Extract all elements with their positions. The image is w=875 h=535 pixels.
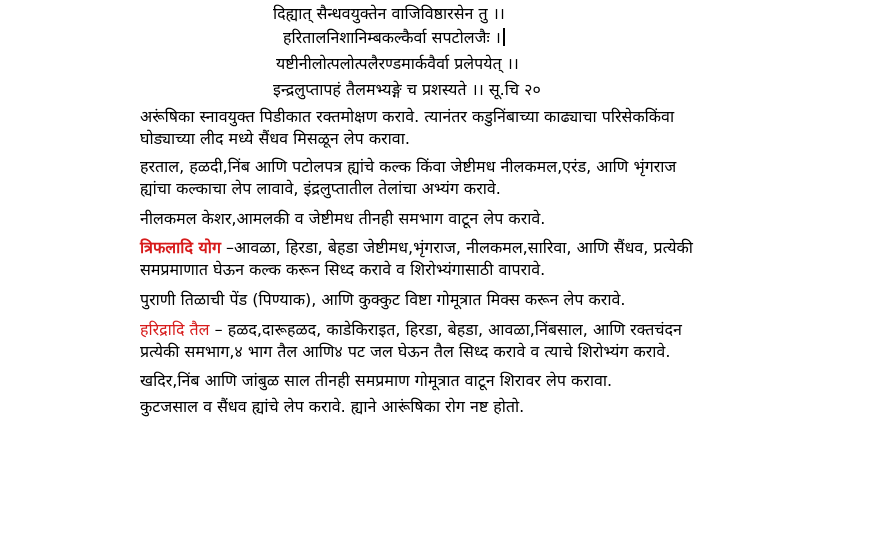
paragraph-8 <box>140 396 860 418</box>
paragraph-triphaladi-yog <box>140 237 860 281</box>
section-heading: हरिद्रादि तैल <box>140 320 210 339</box>
sanskrit-verse <box>0 4 875 104</box>
paragraph-line: हरताल, हळदी,निंब आणि पटोलपत्र ह्यांचे कल्क किंवा जेष्टीमध नीलकमल,एरंड, आणि भृंगराज <box>140 157 677 176</box>
verse-line-3: यष्टीनीलोत्पलोत्पलैरण्डमार्कवैर्वा प्रलेपयेत् ।। <box>276 54 519 73</box>
paragraph-1 <box>140 106 860 150</box>
paragraph-line <box>140 319 860 341</box>
paragraph-3 <box>140 208 860 230</box>
verse-line-1: दिह्यात् सैन्धवयुक्तेन वाजिविष्ठारसेन तु ।। <box>273 4 505 23</box>
paragraph-line: प्रत्येकी समभाग,४ भाग तैल आणि४ पट जल घेऊन तैल सिध्द करावे व त्याचे शिरोभ्यंग करावे. <box>140 342 671 361</box>
paragraph-haridradi-tail <box>140 319 860 363</box>
paragraph-2 <box>140 156 860 200</box>
paragraph-line: ह्यांचा कल्काचा लेप लावावे, इंद्रलुप्तातील तेलांचा अभ्यंग करावे. <box>140 179 501 198</box>
paragraph-text: – हळद,दारूहळद, काडेकिराइत, हिरडा, बेहडा, आवळा,निंबसाल, आणि रक्तचंदन <box>209 320 682 339</box>
paragraph-line: समप्रमाणात घेऊन कल्क करून सिध्द करावे व शिरोभ्यंगासाठी वापरावे. <box>140 260 546 279</box>
paragraph-5 <box>140 289 860 311</box>
verse-line-2 <box>283 28 505 48</box>
paragraph-line: पुराणी तिळाची पेंड (पिण्याक), आणि कुक्कुट विष्टा गोमूत्रात मिक्स करून लेप करावे. <box>140 290 626 309</box>
paragraph-line: कुटजसाल व सैंधव ह्यांचे लेप करावे. ह्याने आरूंषिका रोग नष्ट होतो. <box>140 397 525 416</box>
verse-line-4: इन्द्रलुप्तापहं तैलमभ्यङ्गे च प्रशस्यते ।। सू.चि २० <box>273 80 541 99</box>
section-heading: त्रिफलादि योग <box>140 238 221 257</box>
paragraph-line: अरूंषिका स्नावयुक्त पिडीकात रक्तमोक्षण करावे. त्यानंतर कडुनिंबाच्या काढ्याचा परिसेककिंवा <box>140 107 675 126</box>
verse-line-2-text: हरितालनिशानिम्बकल्कैर्वा सपटोलजैः । <box>283 28 501 47</box>
paragraph-line: घोड्याच्या लीद मध्ये सैंधव मिसळून लेप करावा. <box>140 129 410 148</box>
paragraph-line: खदिर,निंब आणि जांबुळ साल तीनही समप्रमाण गोमूत्रात वाटून शिरावर लेप करावा. <box>140 371 613 390</box>
text-cursor <box>503 28 505 46</box>
paragraph-7 <box>140 370 860 392</box>
paragraph-line: नीलकमल केशर,आमलकी व जेष्टीमध तीनही समभाग वाटून लेप करावे. <box>140 209 546 228</box>
paragraph-text: –आवळा, हिरडा, बेहडा जेष्टीमध,भृंगराज, नीलकमल,सारिवा, आणि सैंधव, प्रत्येकी <box>220 238 693 257</box>
paragraph-line <box>140 237 860 259</box>
